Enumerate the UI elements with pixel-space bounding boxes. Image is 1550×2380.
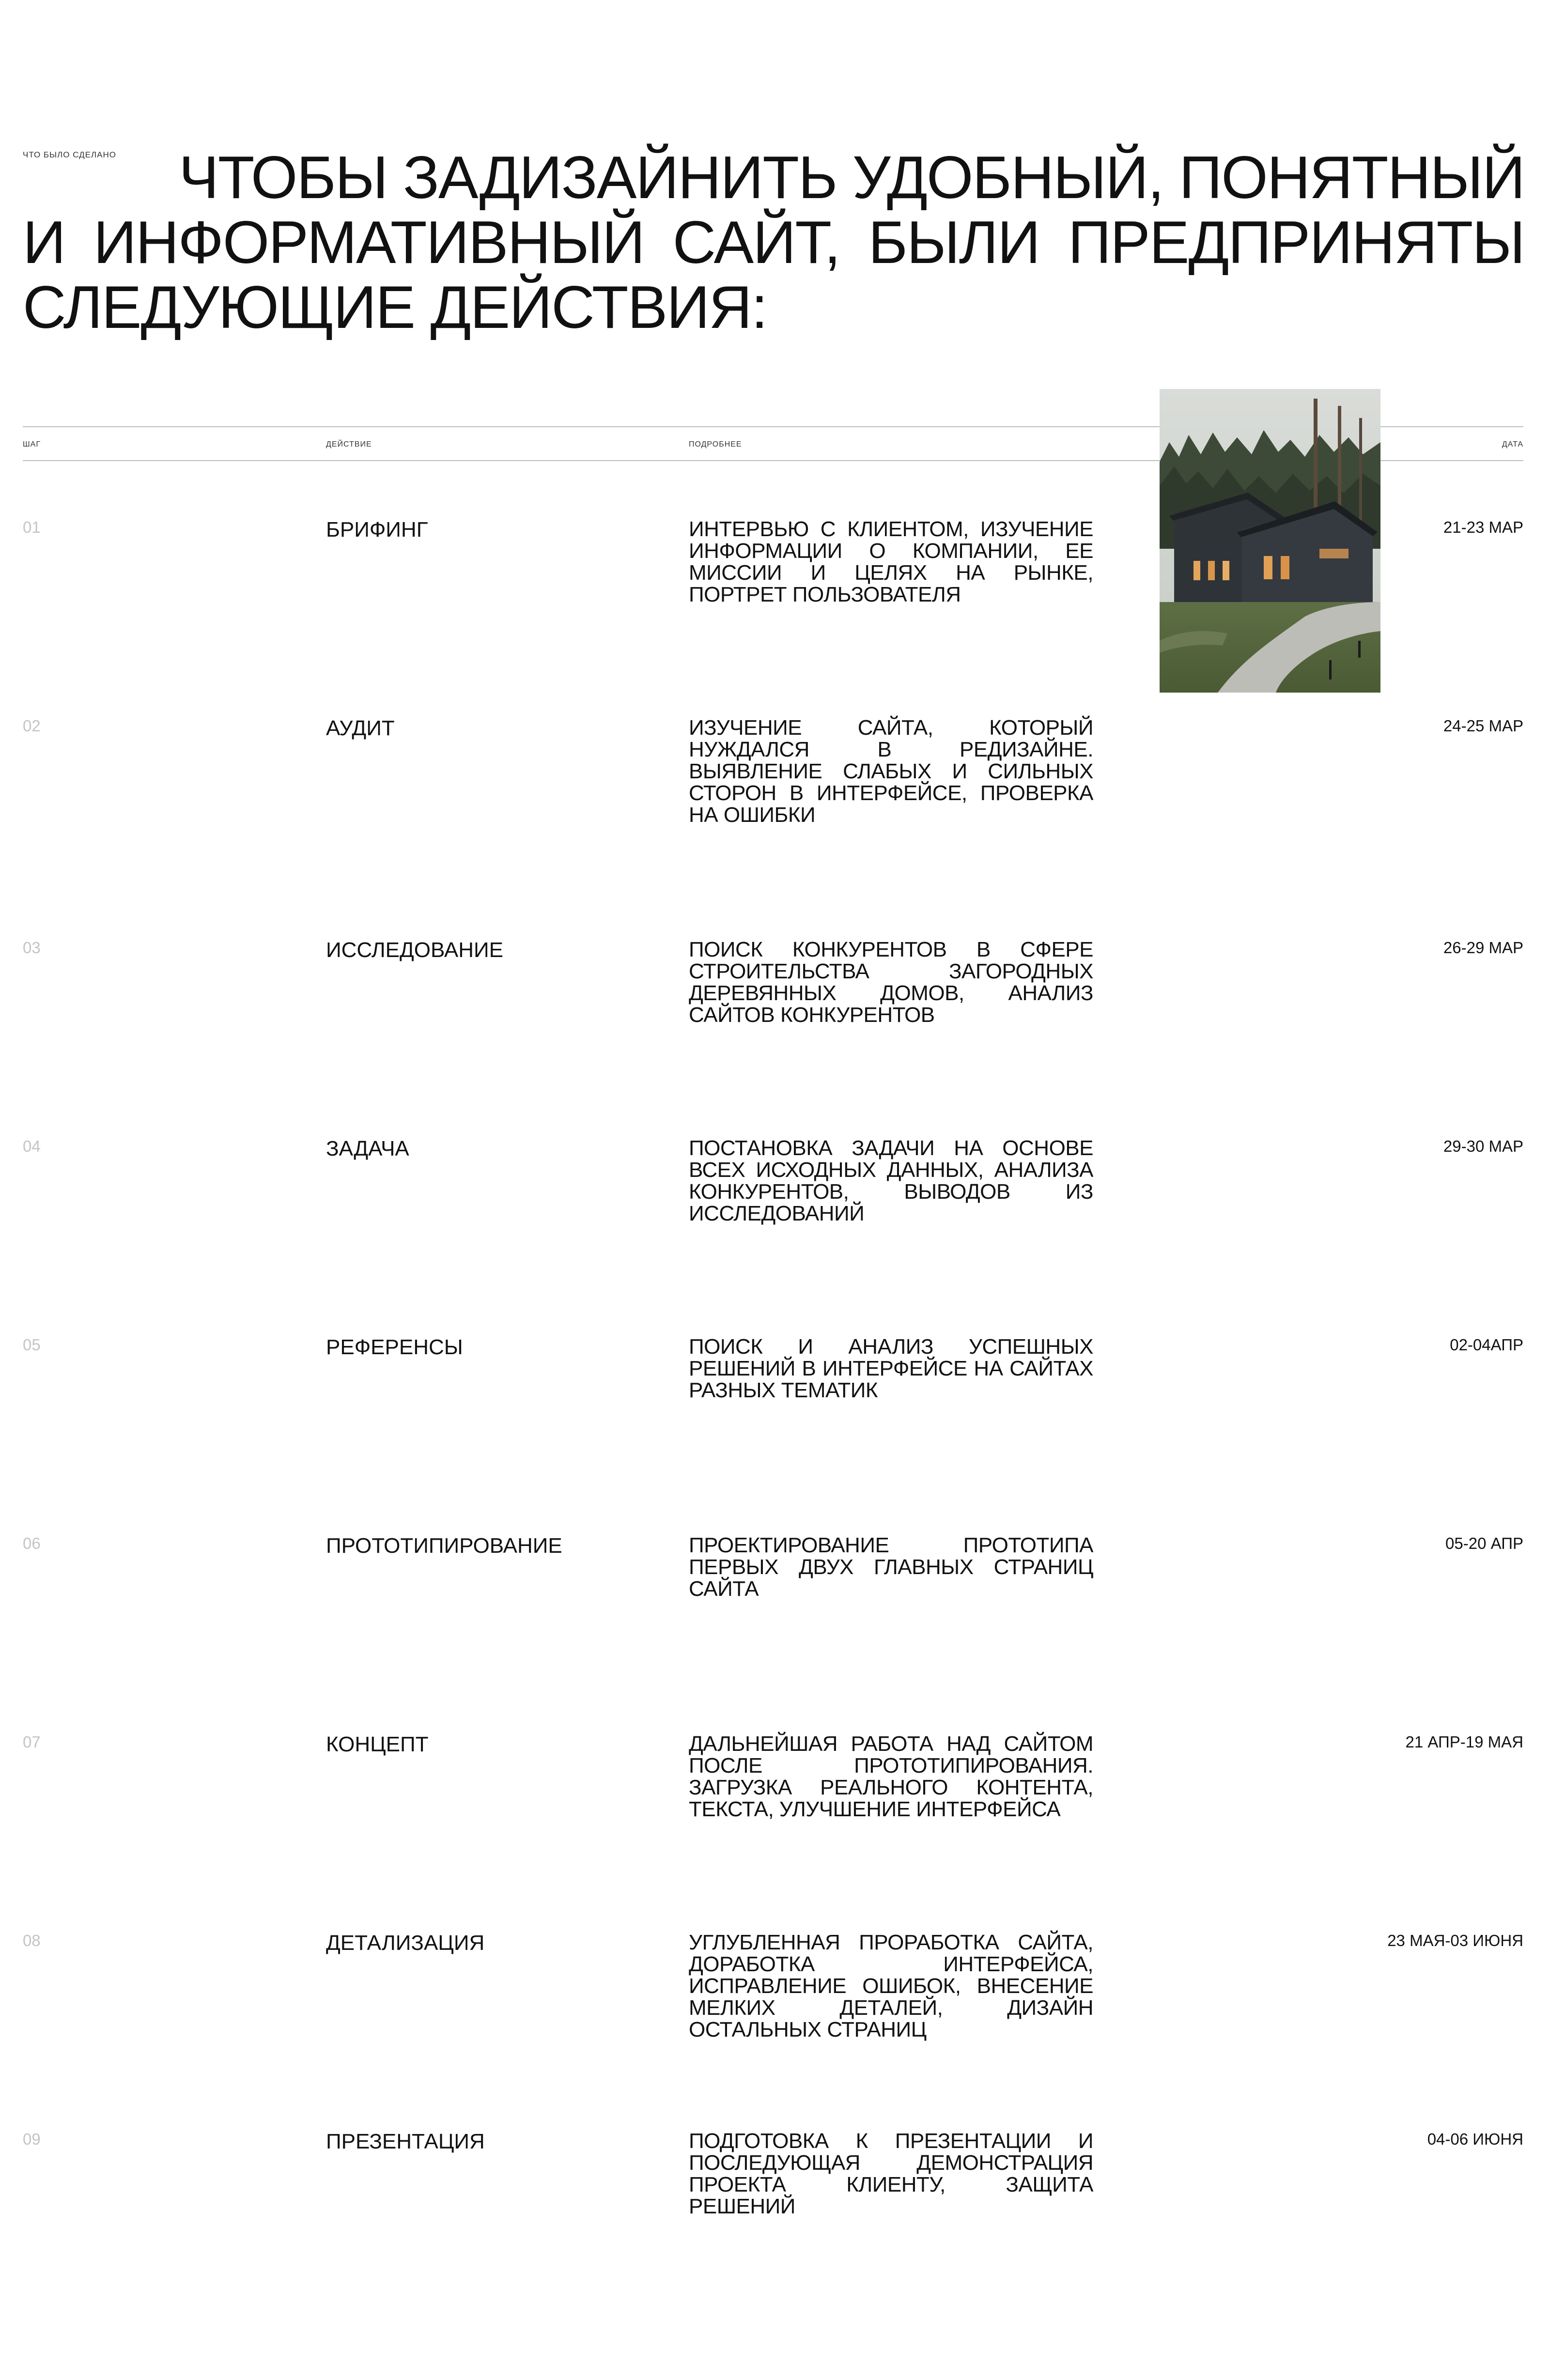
step-date: 05-20 АПР [1445, 1534, 1523, 1552]
step-action: ЗАДАЧА [326, 1137, 409, 1160]
headline-line-2: И ИНФОРМАТИВНЫЙ САЙТ, БЫЛИ ПРЕДПРИНЯТЫ [23, 209, 1524, 276]
headline-line-3: СЛЕДУЮЩИЕ ДЕЙСТВИЯ: [23, 274, 767, 341]
step-details: ПОСТАНОВКА ЗАДАЧИ НА ОСНОВЕ ВСЕХ ИСХОДНЫХ ДАННЫХ, АНАЛИЗА КОНКУРЕНТОВ, ВЫВОДОВ ИЗ ИССЛЕДОВАНИЙ [689, 1136, 1093, 1225]
step-action: БРИФИНГ [326, 518, 428, 541]
header-date: ДАТА [1502, 440, 1523, 448]
step-details: ПОДГОТОВКА К ПРЕЗЕНТАЦИИ И ПОСЛЕДУЮЩАЯ ДЕМОНСТРАЦИЯ ПРОЕКТА КЛИЕНТУ, ЗАЩИТА РЕШЕНИЙ [689, 2129, 1093, 2218]
step-number: 02 [23, 717, 41, 735]
step-details: ПРОЕКТИРОВАНИЕ ПРОТОТИПА ПЕРВЫХ ДВУХ ГЛАВНЫХ СТРАНИЦ САЙТА [689, 1533, 1093, 1601]
step-date: 26-29 МАР [1443, 939, 1523, 957]
step-action: РЕФЕРЕНСЫ [326, 1335, 463, 1359]
step-date: 21-23 МАР [1443, 518, 1523, 536]
step-action: АУДИТ [326, 716, 395, 740]
step-number: 07 [23, 1733, 41, 1751]
step-number: 04 [23, 1137, 41, 1155]
step-details: ИНТЕРВЬЮ С КЛИЕНТОМ, ИЗУЧЕНИЕ ИНФОРМАЦИИ О КОМПАНИИ, ЕЕ МИССИИ И ЦЕЛЯХ НА РЫНКЕ, ПОРТРЕТ ПОЛЬЗОВАТЕЛЯ [689, 517, 1093, 606]
step-number: 06 [23, 1534, 41, 1552]
table-row [23, 2130, 1523, 2329]
table-row [23, 939, 1523, 1137]
step-details: УГЛУБЛЕННАЯ ПРОРАБОТКА САЙТА, ДОРАБОТКА ИНТЕРФЕЙСА, ИСПРАВЛЕНИЕ ОШИБОК, ВНЕСЕНИЕ МЕЛКИХ ДЕТАЛЕЙ, ДИЗАЙН ОСТАЛЬНЫХ СТРАНИЦ [689, 1931, 1093, 2041]
step-details: ИЗУЧЕНИЕ САЙТА, КОТОРЫЙ НУЖДАЛСЯ В РЕДИЗАЙНЕ. ВЫЯВЛЕНИЕ СЛАБЫХ И СИЛЬНЫХ СТОРОН В ИНТЕРФЕЙСЕ, ПРОВЕРКА НА ОШИБКИ [689, 716, 1093, 827]
step-details: ПОИСК КОНКУРЕНТОВ В СФЕРЕ СТРОИТЕЛЬСТВА ЗАГОРОДНЫХ ДЕРЕВЯННЫХ ДОМОВ, АНАЛИЗ САЙТОВ КОНКУРЕНТОВ [689, 938, 1093, 1027]
step-action: ДЕТАЛИЗАЦИЯ [326, 1931, 485, 1955]
step-action: ПРЕЗЕНТАЦИЯ [326, 2130, 485, 2153]
headline-line-1: ЧТОБЫ ЗАДИЗАЙНИТЬ УДОБНЫЙ, ПОНЯТНЫЙ [179, 144, 1524, 211]
step-number: 09 [23, 2130, 41, 2148]
step-number: 03 [23, 939, 41, 957]
step-details: ПОИСК И АНАЛИЗ УСПЕШНЫХ РЕШЕНИЙ В ИНТЕРФЕЙСЕ НА САЙТАХ РАЗНЫХ ТЕМАТИК [689, 1335, 1093, 1402]
section-headline [23, 145, 1524, 340]
step-action: КОНЦЕПТ [326, 1732, 429, 1756]
header-details: ПОДРОБНЕЕ [689, 440, 742, 448]
header-step: ШАГ [23, 440, 41, 448]
step-date: 02-04АПР [1450, 1336, 1523, 1354]
step-action: ПРОТОТИПИРОВАНИЕ [326, 1534, 562, 1558]
table-row [23, 1534, 1523, 1733]
table-row [23, 518, 1523, 717]
table-row [23, 717, 1523, 915]
step-date: 23 МАЯ-03 ИЮНЯ [1387, 1932, 1523, 1949]
step-date: 29-30 МАР [1443, 1137, 1523, 1155]
table-row [23, 1336, 1523, 1534]
step-number: 01 [23, 518, 41, 536]
header-action: ДЕЙСТВИЕ [326, 440, 372, 448]
table-row [23, 1932, 1523, 2130]
step-date: 04-06 ИЮНЯ [1427, 2130, 1523, 2148]
step-date: 24-25 МАР [1443, 717, 1523, 735]
table-row [23, 1137, 1523, 1336]
step-details: ДАЛЬНЕЙШАЯ РАБОТА НАД САЙТОМ ПОСЛЕ ПРОТОТИПИРОВАНИЯ. ЗАГРУЗКА РЕАЛЬНОГО КОНТЕНТА, ТЕКСТА, УЛУЧШЕНИЕ ИНТЕРФЕЙСА [689, 1732, 1093, 1821]
step-number: 05 [23, 1336, 41, 1354]
eyebrow-label: ЧТО БЫЛО СДЕЛАНО [23, 150, 116, 159]
table-row [23, 1733, 1523, 1932]
step-date: 21 АПР-19 МАЯ [1405, 1733, 1523, 1751]
step-action: ИССЛЕДОВАНИЕ [326, 938, 503, 962]
step-number: 08 [23, 1932, 41, 1949]
